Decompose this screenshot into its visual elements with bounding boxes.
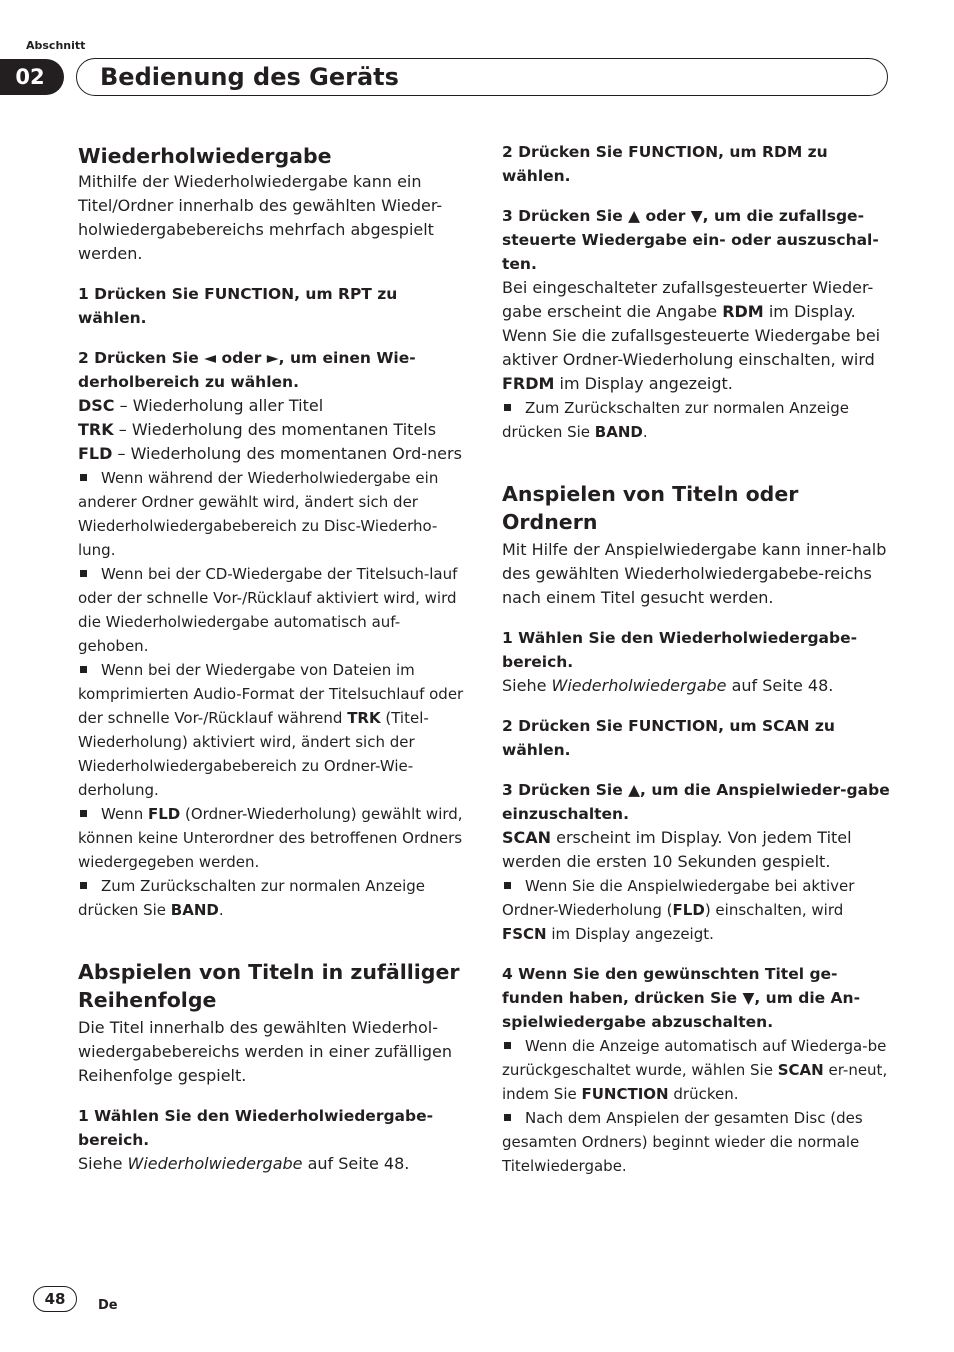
random-paragraph: Bei eingeschalteter zufallsgesteuerter Wieder-gabe erscheint die Angabe RDM im Display. Wenn Sie die zufallsgesteuerte Wiedergabe bei aktiver Ordner-Wiederholung einschalten, wird FRDM im Display angezeigt. [502, 278, 881, 393]
bullet-icon [504, 404, 511, 411]
scan-note-1: Wenn Sie die Anspielwiedergabe bei aktiver Ordner-Wiederholung (FLD) einschalten, wird FSCN im Display angezeigt. [502, 877, 855, 943]
page-number: 48 [33, 1286, 77, 1312]
step-2: 2 Drücken Sie ◄ oder ►, um einen Wie-derholbereich zu wählen. [78, 349, 416, 391]
note-4: Wenn FLD (Ordner-Wiederholung) gewählt wird, können keine Unterordner des betroffenen Ordners wiedergegeben werden. [78, 805, 463, 871]
step-1: 1 Drücken Sie FUNCTION, um RPT zu wählen. [78, 285, 398, 327]
dsc-text: – Wiederholung aller Titel [114, 396, 324, 415]
left-column [78, 140, 466, 1176]
note-1: Wenn während der Wiederholwiedergabe ein anderer Ordner gewählt wird, ändert sich der Wiederholwiedergabebereich zu Disc-Wiederho-lung. [78, 469, 439, 559]
note-5: Zum Zurückschalten zur normalen Anzeige drücken Sie BAND. [78, 877, 426, 919]
random-note: Zum Zurückschalten zur normalen Anzeige drücken Sie BAND. [502, 399, 850, 441]
bullet-icon [80, 570, 87, 577]
random-see-also: Siehe Wiederholwiedergabe auf Seite 48. [78, 1154, 410, 1173]
section-label: Abschnitt [26, 39, 86, 52]
note-3: Wenn bei der Wiedergabe von Dateien im komprimierten Audio-Format der Titelsuchlauf oder der schnelle Vor-/Rücklauf während TRK (Titel-Wiederholung) aktiviert wird, ändert sich der Wiederholwiedergabebereich zu Ordner-Wie-derholung. [78, 661, 464, 799]
heading-random: Abspielen von Titeln in zufälliger Reihenfolge [78, 960, 460, 1012]
scan-note-2: Wenn die Anzeige automatisch auf Wiederga-be zurückgeschaltet wurde, wählen Sie SCAN er-neut, indem Sie FUNCTION drücken. [502, 1037, 888, 1103]
paragraph-repeat: Mithilfe der Wiederholwiedergabe kann ein Titel/Ordner innerhalb des gewählten Wieder-holwiedergabebereichs mehrfach abgespielt werden. [78, 172, 443, 263]
random-step-2: 2 Drücken Sie FUNCTION, um RDM zu wählen. [502, 143, 828, 185]
heading-scan: Anspielen von Titeln oder Ordnern [502, 482, 799, 534]
scan-step-1: 1 Wählen Sie den Wiederholwiedergabe-bereich. [502, 629, 858, 671]
language-code: De [98, 1298, 118, 1313]
bullet-icon [504, 882, 511, 889]
dsc-key: DSC [78, 396, 115, 415]
option-dsc [78, 394, 466, 418]
bullet-icon [504, 1042, 511, 1049]
note-2: Wenn bei der CD-Wiedergabe der Titelsuch-lauf oder der schnelle Vor-/Rücklauf aktiviert wird, wird die Wiederholwiedergabe automatisch auf-gehoben. [78, 565, 458, 655]
scan-step-3: 3 Drücken Sie ▲, um die Anspielwieder-gabe einzuschalten. [502, 781, 890, 823]
trk-key: TRK [78, 420, 114, 439]
trk-text: – Wiederholung des momentanen Titels [113, 420, 437, 439]
bullet-icon [80, 666, 87, 673]
bullet-icon [80, 882, 87, 889]
scan-step-2: 2 Drücken Sie FUNCTION, um SCAN zu wählen. [502, 717, 835, 759]
fld-text: – Wiederholung des momentanen Ord-ners [112, 444, 462, 463]
option-fld [78, 442, 466, 466]
scan-step-4: 4 Wenn Sie den gewünschten Titel ge-funden haben, drücken Sie ▼, um die An-spielwiedergabe abzuschalten. [502, 965, 861, 1031]
random-step-1: 1 Wählen Sie den Wiederholwiedergabe-bereich. [78, 1107, 434, 1149]
scan-note-3: Nach dem Anspielen der gesamten Disc (des gesamten Ordners) beginnt wieder die normale Titelwiedergabe. [502, 1109, 863, 1175]
bullet-icon [80, 810, 87, 817]
scan-see-also: Siehe Wiederholwiedergabe auf Seite 48. [502, 676, 834, 695]
fld-key: FLD [78, 444, 113, 463]
scan-paragraph: SCAN erscheint im Display. Von jedem Titel werden die ersten 10 Sekunden gespielt. [502, 828, 852, 871]
chapter-number: 02 [0, 59, 64, 95]
bullet-icon [504, 1114, 511, 1121]
random-step-3: 3 Drücken Sie ▲ oder ▼, um die zufallsge-steuerte Wiedergabe ein- oder auszuschal-ten. [502, 207, 879, 273]
right-column [502, 140, 890, 1178]
heading-repeat: Wiederholwiedergabe [78, 144, 332, 168]
paragraph-scan: Mit Hilfe der Anspielwiedergabe kann inner-halb des gewählten Wiederholwiedergabebe-reichs nach einem Titel gesucht werden. [502, 540, 887, 607]
paragraph-random: Die Titel innerhalb des gewählten Wiederhol-wiedergabebereichs werden in einer zufälligen Reihenfolge gespielt. [78, 1018, 453, 1085]
chapter-title: Bedienung des Geräts [100, 63, 399, 91]
bullet-icon [80, 474, 87, 481]
option-trk [78, 418, 466, 442]
